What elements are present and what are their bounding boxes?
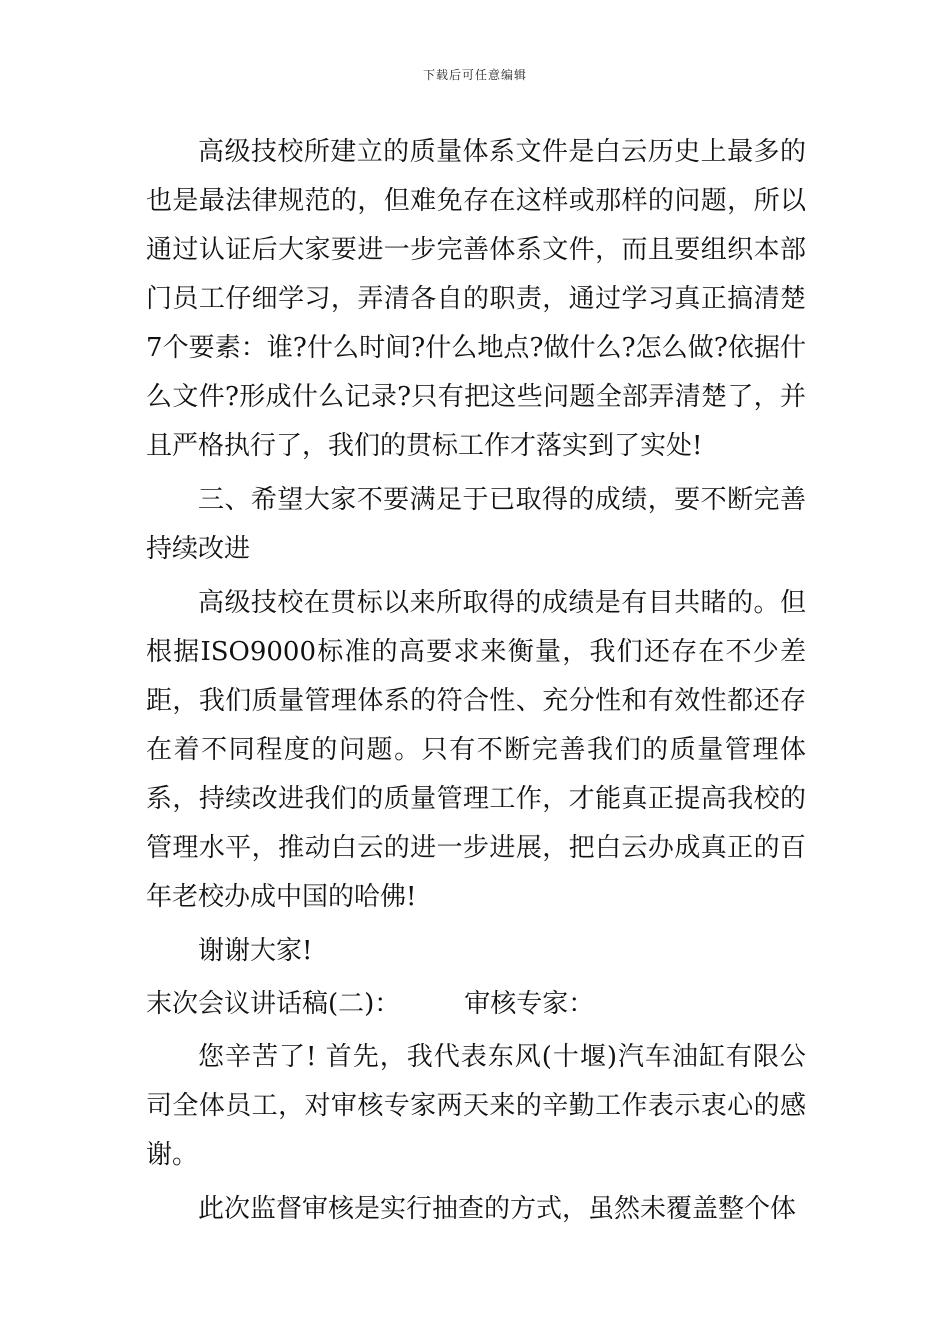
paragraph-audit-method: 此次监督审核是实行抽查的方式，虽然未覆盖整个体 (198, 1194, 797, 1224)
speech-addressee: 审核专家： (464, 989, 595, 1019)
page-header: 下载后可任意编辑 (422, 68, 527, 82)
speech-title: 末次会议讲话稿(二)： (146, 989, 401, 1019)
paragraph-greeting: 您辛苦了! 首先，我代表东风(十堰)汽车油缸有限公司全体员工，对审核专家两天来的辛勤工作表示衷心的感谢。 (146, 1042, 806, 1170)
paragraph-quality-documents: 高级技校所建立的质量体系文件是白云历史上最多的也是最法律规范的，但难免存在这样或那样的问题，所以通过认证后大家要进一步完善体系文件，而且要组织本部门员工仔细学习，弄清各自的职责，通过学习真正搞清楚7个要素：谁?什么时间?什么地点?做什么?怎么做?依据什么文件?形成什么记录?只有把这些问题全部弄清楚了，并且严格执行了，我们的贯标工作才落实到了实处! (146, 137, 806, 461)
document-body (146, 128, 806, 1234)
paragraph-section-three-heading: 三、希望大家不要满足于已取得的成绩，要不断完善持续改进 (146, 485, 806, 564)
paragraph-continuous-improvement: 高级技校在贯标以来所取得的成绩是有目共睹的。但根据ISO9000标准的高要求来衡量，我们还存在不少差距，我们质量管理体系的符合性、充分性和有效性都还存在着不同程度的问题。只有不断完善我们的质量管理体系，持续改进我们的质量管理工作，才能真正提高我校的管理水平，推动白云的进一步进展，把白云办成真正的百年老校办成中国的哈佛! (146, 588, 806, 912)
speech-title-row (146, 980, 806, 1029)
paragraph-thanks: 谢谢大家! (198, 936, 313, 966)
